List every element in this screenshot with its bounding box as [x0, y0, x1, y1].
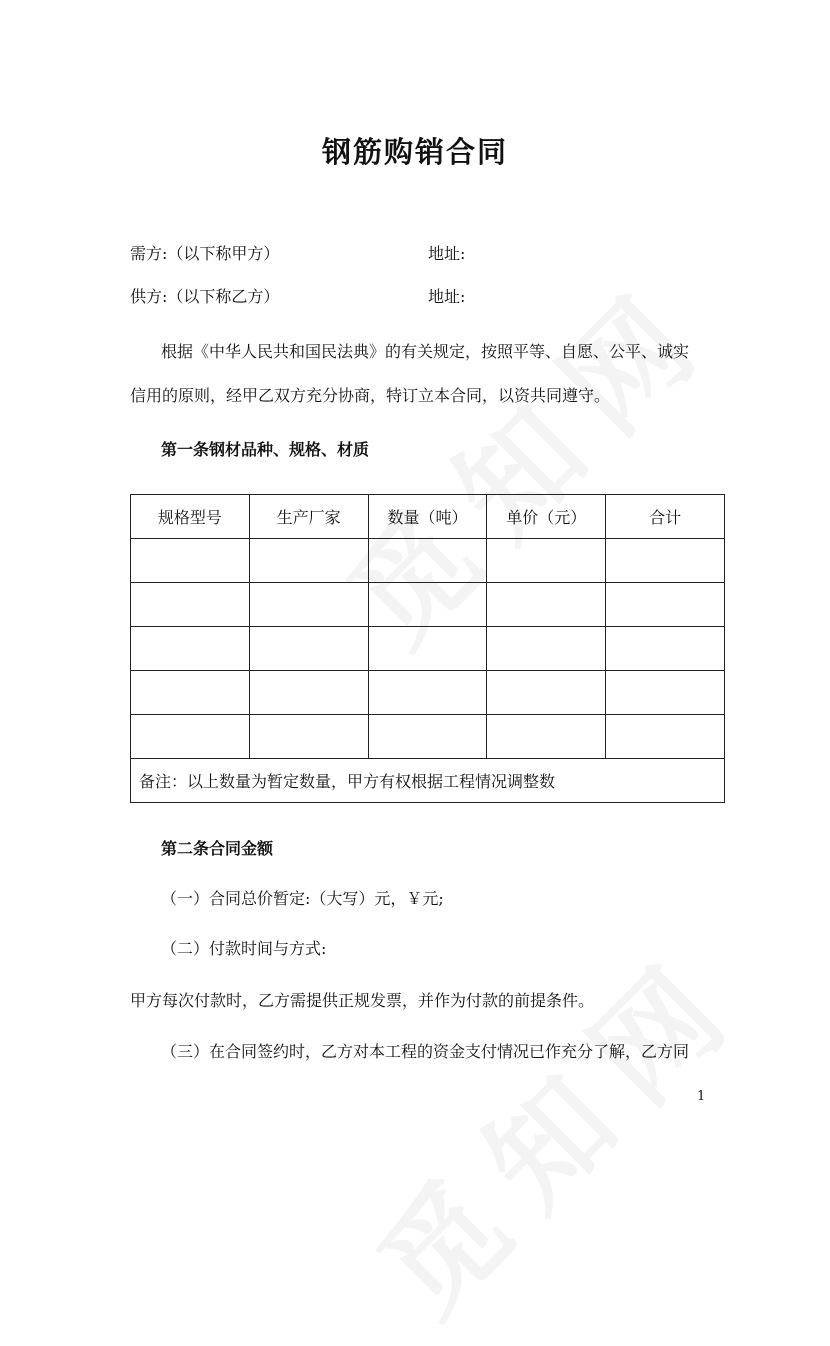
table-note: 备注：以上数量为暂定数量，甲方有权根据工程情况调整数: [131, 759, 725, 803]
table-cell: [487, 583, 606, 627]
table-note-row: [131, 759, 725, 803]
col-header-manufacturer: 生产厂家: [249, 495, 368, 539]
spec-table: [130, 494, 725, 803]
table-cell: [487, 539, 606, 583]
document-title: 钢筋购销合同: [321, 135, 508, 169]
table-cell: [606, 583, 725, 627]
section-1-heading: 第一条钢材品种、规格、材质: [161, 440, 370, 459]
table-cell: [249, 539, 368, 583]
table-row: [131, 671, 725, 715]
table-row: [131, 583, 725, 627]
table-cell: [131, 583, 250, 627]
buyer-address-label: 地址:: [428, 244, 466, 263]
section-2-item-1: （一）合同总价暂定:（大写）元，￥元;: [161, 889, 444, 908]
table-cell: [249, 715, 368, 759]
col-header-unit-price: 单价（元）: [487, 495, 606, 539]
table-cell: [368, 671, 487, 715]
seller-label: 供方:（以下称乙方）: [130, 287, 280, 306]
table-cell: [131, 627, 250, 671]
table-cell: [606, 715, 725, 759]
table-cell: [368, 715, 487, 759]
seller-address-label: 地址:: [428, 287, 466, 306]
table-cell: [249, 671, 368, 715]
table-row: [131, 539, 725, 583]
intro-line-1: 根据《中华人民共和国民法典》的有关规定，按照平等、自愿、公平、诚实: [161, 342, 690, 361]
intro-line-2: 信用的原则，经甲乙双方充分协商，特订立本合同，以资共同遵守。: [130, 386, 611, 405]
table-cell: [131, 539, 250, 583]
table-cell: [249, 583, 368, 627]
table-cell: [368, 539, 487, 583]
col-header-total: 合计: [606, 495, 725, 539]
table-row: [131, 715, 725, 759]
buyer-label: 需方:（以下称甲方）: [130, 244, 280, 263]
table-cell: [606, 539, 725, 583]
table-cell: [131, 715, 250, 759]
page-number: 1: [697, 1089, 706, 1104]
table-cell: [487, 671, 606, 715]
table-cell: [606, 627, 725, 671]
table-cell: [606, 671, 725, 715]
table-cell: [249, 627, 368, 671]
table-cell: [131, 671, 250, 715]
table-cell: [368, 627, 487, 671]
table-row: [131, 627, 725, 671]
section-2-paragraph: 甲方每次付款时，乙方需提供正规发票，并作为付款的前提条件。: [130, 991, 595, 1010]
table-header-row: [131, 495, 725, 539]
watermark: [335, 906, 775, 1346]
table-cell: [487, 627, 606, 671]
table-cell: [487, 715, 606, 759]
table-cell: [368, 583, 487, 627]
col-header-quantity: 数量（吨）: [368, 495, 487, 539]
section-2-item-3: （三）在合同签约时，乙方对本工程的资金支付情况已作充分了解，乙方同: [161, 1042, 690, 1061]
col-header-model: 规格型号: [131, 495, 250, 539]
section-2-item-2: （二）付款时间与方式:: [161, 939, 327, 958]
section-2-heading: 第二条合同金额: [161, 839, 274, 858]
